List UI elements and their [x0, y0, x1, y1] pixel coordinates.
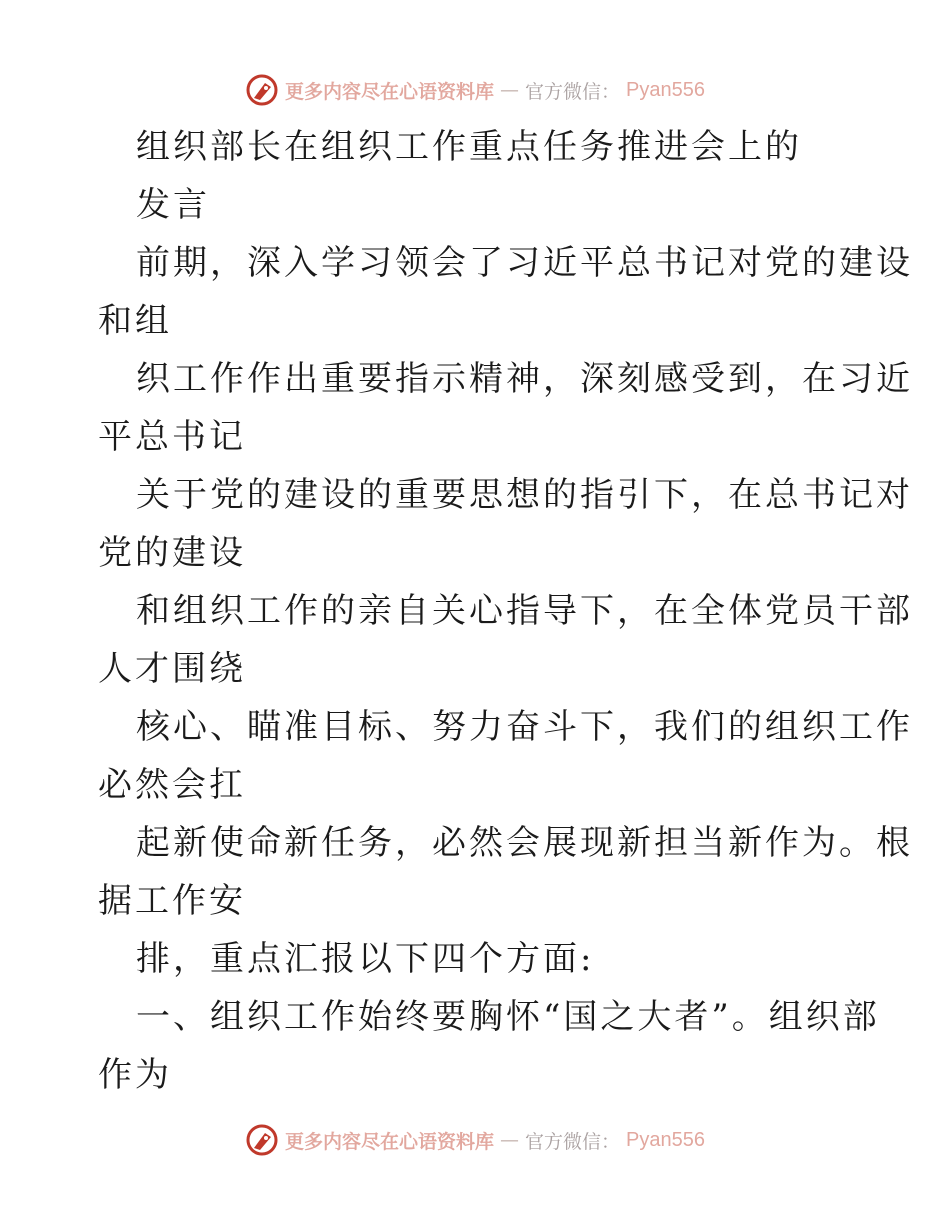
- text-line: 作为: [98, 1055, 172, 1095]
- footer-watermark: [0, 1120, 950, 1160]
- text-line: 排，重点汇报以下四个方面:: [136, 939, 595, 979]
- watermark-brand: 更多内容尽在心语资料库: [285, 80, 495, 103]
- document-body: [98, 118, 913, 1104]
- text-line: 和组织工作的亲自关心指导下，在全体党员干部: [136, 591, 913, 631]
- watermark-dash: —: [500, 79, 520, 101]
- watermark-id: Pyan556: [626, 1128, 705, 1151]
- pen-nib-logo-icon: [245, 1123, 279, 1157]
- text-line: 织工作作出重要指示精神，深刻感受到，在习近: [136, 359, 913, 399]
- text-line: 前期，深入学习领会了习近平总书记对党的建设: [136, 243, 913, 283]
- text-line: 关于党的建设的重要思想的指引下，在总书记对: [136, 475, 913, 515]
- text-line: 和组: [98, 301, 172, 341]
- text-line: 一、组织工作始终要胸怀“国之大者”。组织部: [136, 997, 880, 1037]
- watermark-dash: —: [500, 1129, 520, 1151]
- watermark-label: 官方微信：: [525, 80, 621, 103]
- watermark-id: Pyan556: [626, 78, 705, 101]
- watermark-label: 官方微信：: [525, 1130, 621, 1153]
- text-line: 起新使命新任务，必然会展现新担当新作为。根: [136, 823, 913, 863]
- text-line: 党的建设: [98, 533, 246, 573]
- pen-nib-logo-icon: [245, 73, 279, 107]
- watermark-brand: 更多内容尽在心语资料库: [285, 1130, 495, 1153]
- text-line: 据工作安: [98, 881, 246, 921]
- text-line: 组织部长在组织工作重点任务推进会上的: [136, 127, 802, 167]
- text-line: 发言: [136, 185, 210, 225]
- text-line: 必然会扛: [98, 765, 246, 805]
- text-line: 平总书记: [98, 417, 246, 457]
- text-line: 核心、瞄准目标、努力奋斗下，我们的组织工作: [136, 707, 913, 747]
- header-watermark: [0, 70, 950, 110]
- text-line: 人才围绕: [98, 649, 246, 689]
